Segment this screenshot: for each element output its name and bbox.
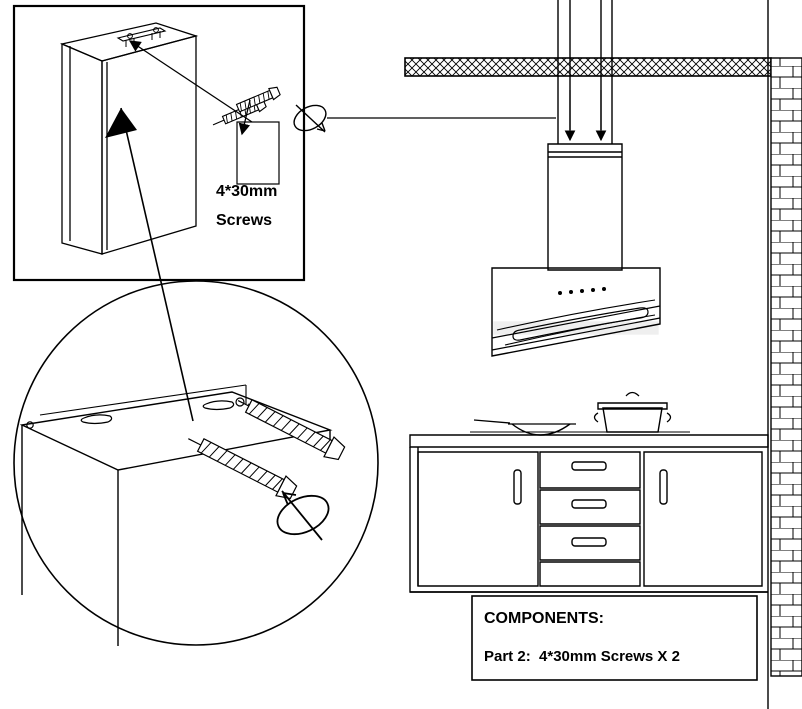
components-item: Part 2: 4*30mm Screws X 2	[484, 648, 680, 665]
screws-label-line2: Screws	[216, 212, 273, 229]
components-box	[472, 596, 757, 680]
brick-wall	[768, 0, 802, 709]
components-title: COMPONENTS:	[484, 610, 604, 627]
ceiling-hatch-band	[405, 58, 771, 76]
screws-label-line1: 4*30mm	[216, 183, 278, 200]
kitchen-counter-cabinet	[410, 432, 768, 592]
inset-detail-box	[14, 6, 330, 280]
frying-pan	[474, 420, 576, 435]
cooking-pot	[595, 393, 671, 433]
range-hood	[492, 144, 660, 356]
